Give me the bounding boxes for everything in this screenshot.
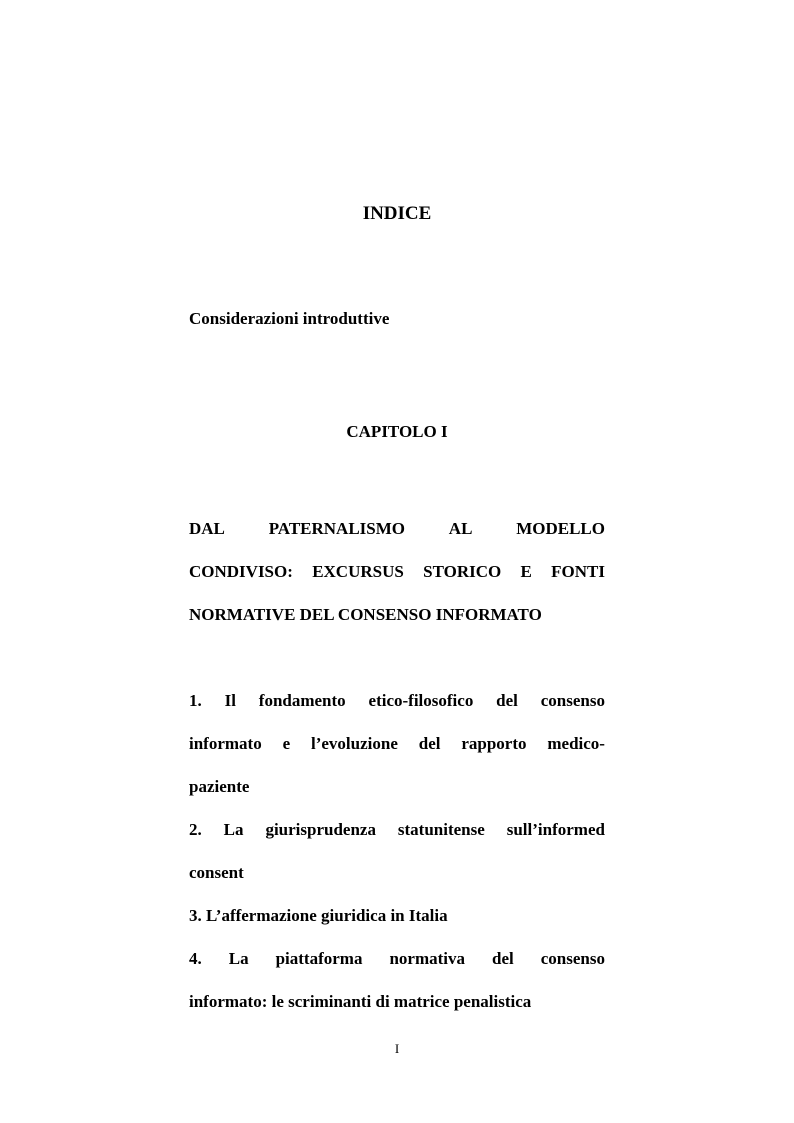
chapter-title <box>189 518 605 647</box>
toc-word: del <box>492 949 514 968</box>
toc-word: informato <box>189 734 262 753</box>
toc-word: 2. <box>189 820 202 839</box>
title-word: PATERNALISMO <box>268 519 406 538</box>
toc-word: La <box>223 820 244 839</box>
chapter-label: CAPITOLO I <box>346 422 448 441</box>
toc-word: giurisprudenza <box>265 820 376 839</box>
toc-word: informato: le scriminanti di matrice penalistica <box>189 992 532 1011</box>
toc-word: fondamento <box>258 691 346 710</box>
index-title: INDICE <box>362 203 432 224</box>
toc-line <box>189 776 605 819</box>
toc-word: La <box>228 949 249 968</box>
title-word: NORMATIVE DEL CONSENSO INFORMATO <box>189 605 542 624</box>
toc-word: l’evoluzione <box>310 734 398 753</box>
toc-word: e <box>282 734 291 753</box>
table-of-contents <box>189 690 605 1034</box>
toc-word: medico- <box>547 734 605 753</box>
introduction-entry: Considerazioni introduttive <box>189 309 390 328</box>
toc-word: del <box>496 691 518 710</box>
toc-line <box>189 733 605 776</box>
title-word: E <box>520 562 532 581</box>
title-word: CONDIVISO: <box>189 562 293 581</box>
title-word: EXCURSUS <box>312 562 404 581</box>
toc-word: consenso <box>540 691 605 710</box>
toc-word: 1. <box>189 691 202 710</box>
toc-word: 4. <box>189 949 202 968</box>
toc-word: 3. L’affermazione giuridica in Italia <box>189 906 448 925</box>
toc-line <box>189 905 605 948</box>
toc-word: piattaforma <box>275 949 363 968</box>
title-word: AL <box>448 519 473 538</box>
page-number: I <box>394 1041 400 1056</box>
toc-word: consent <box>189 863 244 882</box>
toc-word: etico-filosofico <box>368 691 474 710</box>
toc-word: Il <box>224 691 236 710</box>
toc-word: consenso <box>540 949 605 968</box>
toc-word: statunitense <box>397 820 485 839</box>
toc-word: del <box>418 734 441 753</box>
toc-word: sull’informed <box>506 820 605 839</box>
toc-line <box>189 991 605 1034</box>
chapter-title-line <box>189 518 605 561</box>
chapter-title-line <box>189 561 605 604</box>
title-word: STORICO <box>423 562 502 581</box>
toc-word: rapporto <box>461 734 527 753</box>
toc-line <box>189 690 605 733</box>
toc-line <box>189 948 605 991</box>
title-word: MODELLO <box>516 519 605 538</box>
title-word: FONTI <box>551 562 605 581</box>
chapter-title-line <box>189 604 605 647</box>
toc-word: paziente <box>189 777 250 796</box>
toc-word: normativa <box>389 949 466 968</box>
toc-line <box>189 819 605 862</box>
toc-line <box>189 862 605 905</box>
title-word: DAL <box>189 519 225 538</box>
